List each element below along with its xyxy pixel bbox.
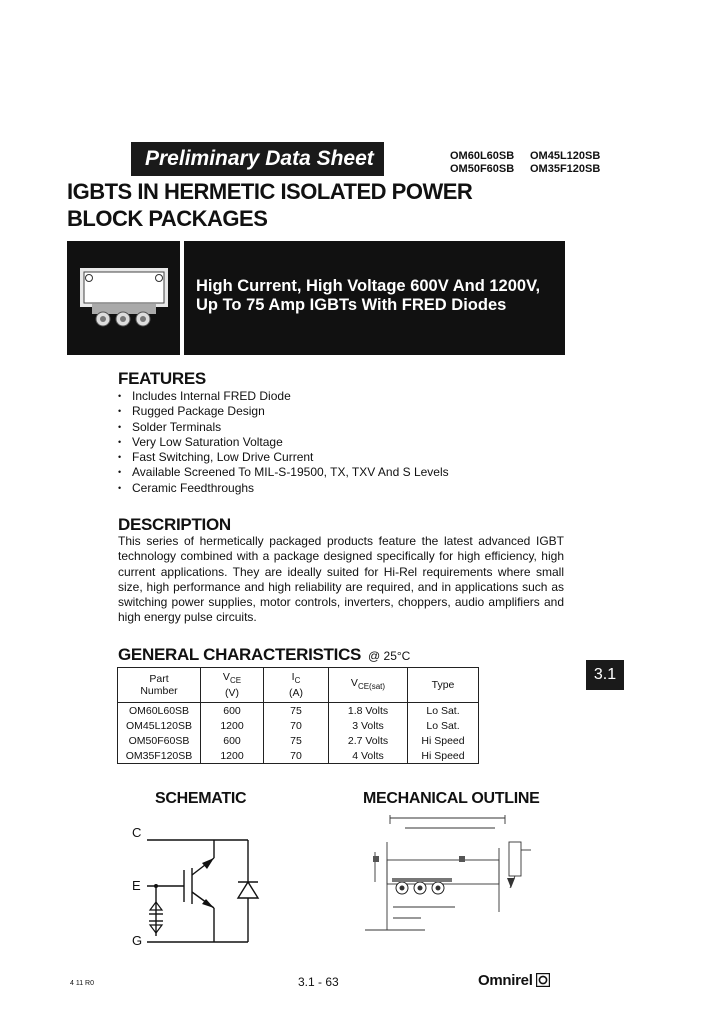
description-text: This series of hermetically packaged products feature the latest advanced IGBT technology combined with a package designed specifically for high efficiency, high current applications. They are ideally suited for Hi-Rel requirements where small size, high performance and high reliability are required, and in applications such as switching power supplies, motor controls, inverters, choppers, audio amplifiers and high energy pulse circuits. [118, 534, 564, 625]
table-cell: 1.8 Volts [329, 703, 408, 719]
table-cell: 600 [201, 703, 264, 719]
brand-name: Omnirel [478, 972, 533, 989]
table-cell: Lo Sat. [408, 703, 479, 719]
col-part [118, 668, 201, 703]
table-cell: 1200 [201, 718, 264, 733]
terminal-label-c: C [132, 825, 142, 840]
mechanical-outline-drawing [345, 812, 545, 947]
product-image [67, 241, 180, 355]
header-unit: (A) [289, 687, 303, 700]
preliminary-banner: Preliminary Data Sheet [131, 142, 384, 176]
col-vce [201, 668, 264, 703]
description-heading: DESCRIPTION [118, 515, 231, 534]
title-line: BLOCK PACKAGES [67, 206, 268, 231]
feature-item: • Very Low Saturation Voltage [118, 435, 449, 450]
document-code: 4 11 R0 [70, 980, 94, 987]
feature-item: • Includes Internal FRED Diode [118, 389, 449, 404]
temperature-condition: @ 25°C [368, 649, 411, 663]
header-label: $I_C$ [291, 670, 301, 686]
package-photo-icon [67, 241, 180, 355]
part-number: OM35F120SB [530, 163, 601, 175]
table-cell: Hi Speed [408, 733, 479, 748]
table-cell: OM50F60SB [118, 733, 201, 748]
terminal-label-g: G [132, 933, 143, 948]
table-cell: 1200 [201, 748, 264, 764]
table-cell: Hi Speed [408, 748, 479, 764]
feature-item: • Fast Switching, Low Drive Current [118, 450, 449, 465]
part-number: OM60L60SB [450, 150, 515, 162]
brand-logo [478, 972, 550, 989]
table-cell: 4 Volts [329, 748, 408, 764]
headline-line: Up To 75 Amp IGBTs With FRED Diodes [196, 296, 507, 314]
schematic-heading: SCHEMATIC [155, 790, 247, 807]
mechanical-heading: MECHANICAL OUTLINE [363, 790, 540, 807]
table-cell: 75 [264, 733, 329, 748]
table-row [118, 733, 479, 748]
characteristics-table [117, 667, 479, 764]
page-title [67, 178, 472, 232]
feature-item: • Solder Terminals [118, 420, 449, 435]
header-label: Part [149, 673, 169, 685]
brand-mark-icon [536, 973, 550, 987]
header-label: $V_{CE}$ [222, 670, 242, 686]
section-tab: 3.1 [586, 660, 624, 690]
table-cell: OM60L60SB [118, 703, 201, 719]
features-list [118, 389, 449, 496]
table-cell: OM35F120SB [118, 748, 201, 764]
table-cell: 75 [264, 703, 329, 719]
table-cell: Lo Sat. [408, 718, 479, 733]
terminal-label-e: E [132, 878, 141, 893]
headline-line: High Current, High Voltage 600V And 1200V, [196, 277, 541, 295]
col-vcesat: $V_{CE(sat)}$ [329, 668, 408, 703]
page-number: 3.1 - 63 [298, 975, 339, 989]
table-cell: 70 [264, 718, 329, 733]
feature-item: • Available Screened To MIL-S-19500, TX, TXV And S Levels [118, 465, 449, 480]
feature-item: • Ceramic Feedthroughs [118, 481, 449, 496]
header-unit: (V) [225, 687, 239, 700]
feature-item: • Rugged Package Design [118, 404, 449, 419]
table-cell: 600 [201, 733, 264, 748]
igbt-schematic-diagram [140, 820, 280, 950]
title-line: IGBTS IN HERMETIC ISOLATED POWER [67, 179, 473, 204]
col-type: Type [408, 668, 479, 703]
headline-box [184, 241, 565, 355]
table-row [118, 703, 479, 719]
part-number: OM50F60SB [450, 163, 515, 175]
header-label: Number [140, 685, 178, 697]
table-cell: 2.7 Volts [329, 733, 408, 748]
table-row [118, 718, 479, 733]
characteristics-heading: GENERAL CHARACTERISTICS [118, 645, 362, 664]
part-number: OM45L120SB [530, 150, 601, 162]
table-cell: 3 Volts [329, 718, 408, 733]
table-cell: 70 [264, 748, 329, 764]
features-heading: FEATURES [118, 369, 206, 388]
table-cell: OM45L120SB [118, 718, 201, 733]
table-row [118, 748, 479, 764]
col-ic [264, 668, 329, 703]
